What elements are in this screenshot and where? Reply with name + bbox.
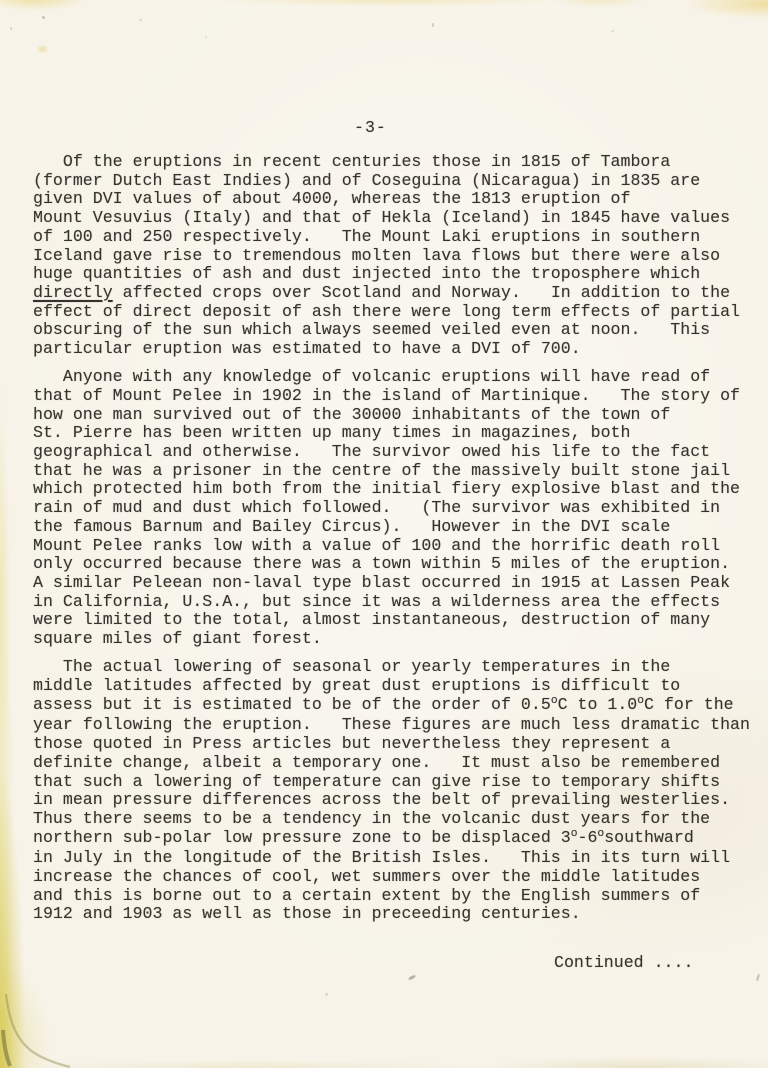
text-segment: Thus there seems to be a tendency in the volcanic dust years for the — [33, 808, 711, 828]
corner-crease — [0, 990, 80, 1068]
text-segment: southward — [604, 827, 694, 847]
text-line — [33, 696, 757, 717]
text-line — [33, 518, 757, 537]
text-line — [33, 424, 757, 443]
text-segment: obscuring of the sun which always seemed veiled even at noon. This — [33, 320, 711, 340]
text-line — [33, 190, 757, 209]
text-line — [33, 735, 757, 754]
text-segment: year following the eruption. These figures are much less dramatic than — [33, 715, 750, 735]
text-segment: those quoted in Press articles but nevertheless they represent a — [33, 734, 671, 754]
underlined-text: directly — [33, 282, 113, 302]
superscript-degree: o — [570, 827, 578, 840]
text-line — [33, 499, 757, 518]
text-line — [33, 247, 757, 266]
text-segment: in mean pressure differences across the belt of prevailing westerlies. — [33, 790, 731, 810]
paper-stain — [38, 46, 47, 52]
text-segment: which protected him both from the initial fiery explosive blast and the — [33, 479, 741, 499]
paper-speck — [432, 23, 434, 27]
paper-speck — [325, 993, 328, 996]
text-line — [33, 810, 757, 829]
text-line — [33, 265, 757, 284]
text-segment: effect of direct deposit of ash there were long term effects of partial — [33, 301, 741, 321]
text-segment: definite change, albeit a temporary one. It must also be remembered — [33, 752, 721, 772]
text-line — [33, 773, 757, 792]
pen-mark — [756, 974, 760, 981]
text-line — [33, 368, 757, 387]
text-segment: Anyone with any knowledge of volcanic eruptions will have read of — [33, 367, 711, 387]
text-segment: increase the chances of cool, wet summers over the middle latitudes — [33, 867, 701, 887]
document-body — [33, 153, 757, 934]
text-line — [33, 153, 757, 172]
text-segment: and this is borne out to a certain extent by the English summers of — [33, 885, 701, 905]
paper-speck — [42, 16, 45, 19]
text-line — [33, 754, 757, 773]
text-line — [33, 716, 757, 735]
continued-note: Continued .... — [554, 953, 694, 972]
text-segment: particular eruption was estimated to have a DVI of 700. — [33, 339, 581, 359]
text-line — [33, 284, 757, 303]
text-line — [33, 555, 757, 574]
text-segment: St. Pierre has been written up many times in magazines, both — [33, 423, 631, 443]
text-line — [33, 303, 757, 322]
text-line — [33, 574, 757, 593]
superscript-degree: o — [550, 694, 558, 707]
text-line — [33, 658, 757, 677]
text-line — [33, 611, 757, 630]
text-line — [33, 849, 757, 868]
text-segment: only occurred because there was a town within 5 miles of the eruption. — [33, 554, 731, 574]
paper-speck — [139, 19, 142, 21]
text-segment: square miles of giant forest. — [33, 629, 322, 649]
text-segment: that of Mount Pelee in 1902 in the island of Martinique. The story of — [33, 385, 741, 405]
text-line — [33, 868, 757, 887]
text-line — [33, 480, 757, 499]
text-segment: of 100 and 250 respectively. The Mount Laki eruptions in southern — [33, 226, 701, 246]
paragraph — [33, 153, 757, 359]
text-segment: middle latitudes affected by great dust eruptions is difficult to — [33, 675, 681, 695]
paragraph — [33, 658, 757, 924]
text-segment: rain of mud and dust which followed. (The survivor was exhibited in — [33, 498, 721, 518]
text-segment: 1912 and 1903 as well as those in preceeding centuries. — [33, 904, 581, 924]
text-segment: the famous Barnum and Bailey Circus). However in the DVI scale — [33, 516, 671, 536]
text-segment: were limited to the total, almost instantaneous, destruction of many — [33, 610, 711, 630]
text-segment: The actual lowering of seasonal or yearly temperatures in the — [33, 657, 671, 677]
text-segment: assess but it is estimated to be of the order of 0.5 — [33, 694, 551, 714]
text-line — [33, 443, 757, 462]
text-segment: Mount Vesuvius (Italy) and that of Hekla (Iceland) in 1845 have values — [33, 208, 731, 228]
text-segment: that he was a prisoner in the centre of the massively built stone jail — [33, 460, 731, 480]
text-line — [33, 321, 757, 340]
text-segment: huge quantities of ash and dust injected into the troposphere which — [33, 264, 701, 284]
text-line — [33, 209, 757, 228]
text-segment: how one man survived out of the 30000 inhabitants of the town of — [33, 404, 671, 424]
text-line — [33, 228, 757, 247]
text-segment: -6 — [577, 827, 598, 847]
text-segment: (former Dutch East Indies) and of Coseguina (Nicaragua) in 1835 are — [33, 170, 701, 190]
text-segment: A similar Peleean non-laval type blast occurred in 1915 at Lassen Peak — [33, 572, 731, 592]
text-segment: C for the — [644, 694, 734, 714]
text-segment: given DVI values of about 4000, whereas the 1813 eruption of — [33, 189, 631, 209]
text-line — [33, 406, 757, 425]
text-line — [33, 593, 757, 612]
text-line — [33, 829, 757, 850]
text-line — [33, 630, 757, 649]
text-segment: northern sub-polar low pressure zone to be displaced 3 — [33, 827, 571, 847]
text-line — [33, 677, 757, 696]
paragraph — [33, 368, 757, 649]
text-segment: in California, U.S.A., but since it was a wilderness area the effects — [33, 591, 721, 611]
text-line — [33, 462, 757, 481]
paper-speck — [10, 27, 12, 30]
paper-speck — [205, 36, 207, 38]
text-segment: geographical and otherwise. The survivor owed his life to the fact — [33, 442, 711, 462]
text-line — [33, 905, 757, 924]
text-segment: Iceland gave rise to tremendous molten lava flows but there were also — [33, 245, 721, 265]
text-line — [33, 172, 757, 191]
text-line — [33, 791, 757, 810]
text-line — [33, 387, 757, 406]
page-number: -3- — [354, 118, 387, 137]
superscript-degree: o — [597, 827, 605, 840]
text-segment: C to 1.0 — [557, 694, 638, 714]
text-segment: in July in the longitude of the British Isles. This in its turn will — [33, 848, 731, 868]
text-segment: that such a lowering of temperature can give rise to temporary shifts — [33, 771, 721, 791]
text-segment: affected crops over Scotland and Norway. In addition to the — [112, 282, 731, 302]
text-line — [33, 887, 757, 906]
text-segment: Of the eruptions in recent centuries those in 1815 of Tambora — [33, 152, 671, 171]
text-line — [33, 537, 757, 556]
pen-mark — [408, 974, 416, 980]
text-line — [33, 340, 757, 359]
text-segment: Mount Pelee ranks low with a value of 100 and the horrific death roll — [33, 535, 721, 555]
paper-speck — [611, 30, 614, 32]
superscript-degree: o — [637, 694, 645, 707]
